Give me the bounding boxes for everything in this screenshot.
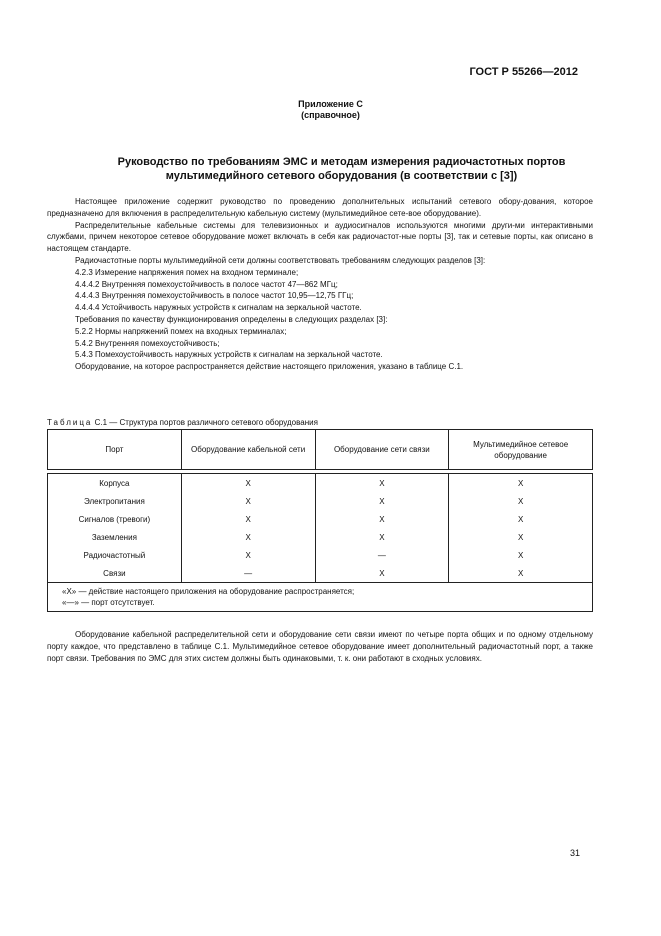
header-telecom-network: Оборудование сети связи [315, 430, 449, 470]
table-cell: Связи [48, 564, 182, 583]
table-cell: X [181, 528, 315, 546]
document-code: ГОСТ Р 55266—2012 [469, 66, 578, 78]
table-cell: X [449, 546, 593, 564]
appendix-label: Приложение С [298, 99, 363, 109]
table-notes-row [48, 583, 593, 612]
ports-table [47, 429, 593, 612]
body-text [47, 196, 593, 373]
header-multimedia-network: Мультимедийное сетевое оборудование [449, 430, 593, 470]
table-cell: X [449, 492, 593, 510]
list-item: 4.2.3 Измерение напряжения помех на входном терминале; [75, 267, 299, 277]
paragraph: Радиочастотные порты мультимедийной сети должны соответствовать требованиям следующих разделов [3]: [75, 255, 486, 265]
header-port: Порт [48, 430, 182, 470]
list-item: 4.4.4.4 Устойчивость наружных устройств к сигналам на зеркальной частоте. [75, 303, 362, 313]
list-item: 5.4.2 Внутренняя помехоустойчивость; [75, 338, 220, 348]
table-row [48, 546, 593, 564]
table-caption-label: Таблица [47, 418, 93, 427]
table-cell: X [315, 564, 449, 583]
list-item: 5.4.3 Помехоустойчивость наружных устройств к сигналам на зеркальной частоте. [75, 350, 383, 360]
paragraph: Оборудование, на которое распространяется действие настоящего приложения, указано в таблице С.1. [75, 362, 464, 372]
table-cell: X [181, 546, 315, 564]
table-cell: X [315, 474, 449, 493]
section-title [60, 155, 623, 183]
paragraph: Настоящее приложение содержит руководство по проведению дополнительных испытаний сетевого обору-дования, которое предназначено для включения в распределительную кабельную систему (мультимедийное сете-вое оборудование). [47, 197, 593, 218]
table-cell: — [181, 564, 315, 583]
paragraph: Распределительные кабельные системы для телевизионных и аудиосигналов используются многими други-ми интерактивными службами, причем некоторое сетевое оборудование может включать в себя как радиочастот-ные порты [3], так и сетевые порты, как описано в настоящем стандарте. [47, 220, 593, 254]
table-cell: Электропитания [48, 492, 182, 510]
title-line-1: Руководство по требованиям ЭМС и методам измерения радиочастотных портов [117, 156, 566, 168]
table-note: «—» — порт отсутствует. [62, 598, 155, 607]
list-item: 5.2.2 Нормы напряжений помех на входных терминалах; [75, 326, 287, 336]
table-cell: X [315, 510, 449, 528]
table-cell: Корпуса [48, 474, 182, 493]
table-caption [47, 418, 318, 427]
table-cell: X [181, 510, 315, 528]
table-row [48, 510, 593, 528]
table-cell: X [449, 564, 593, 583]
appendix-kind: (справочное) [301, 110, 360, 120]
table-cell: Радиочастотный [48, 546, 182, 564]
table-cell: Сигналов (тревоги) [48, 510, 182, 528]
paragraph: Требования по качеству функционирования определены в следующих разделах [3]: [75, 314, 388, 324]
table-header-row [48, 430, 593, 470]
table-cell: X [181, 474, 315, 493]
list-item: 4.4.4.2 Внутренняя помехоустойчивость в полосе частот 47—862 МГц; [75, 279, 338, 289]
title-line-2: мультимедийного сетевого оборудования (в соответствии с [3]) [165, 170, 518, 182]
paragraph: Оборудование кабельной распределительной сети и оборудование сети связи имеют по четыре порта общих и по одному отдельному порту каждое, что представлено в таблице С.1. Мультимедийное сетевое оборудование имеет дополнительный радиочастотный порт, а также порт связи. Требования по ЭМС для этих систем должны быть одинаковыми, т. к. они работают в сходных условиях. [47, 630, 593, 663]
table-row [48, 492, 593, 510]
table-cell: Заземления [48, 528, 182, 546]
table-cell: X [449, 528, 593, 546]
table-caption-text: С.1 — Структура портов различного сетевого оборудования [94, 418, 318, 427]
table-row [48, 474, 593, 493]
table-row [48, 528, 593, 546]
table-cell: — [315, 546, 449, 564]
page-number: 31 [569, 848, 580, 858]
header-cable-network: Оборудование кабельной сети [181, 430, 315, 470]
list-item: 4.4.4.3 Внутренняя помехоустойчивость в полосе частот 10,95—12,75 ГГц; [75, 291, 354, 301]
table-cell: X [315, 528, 449, 546]
table-cell: X [181, 492, 315, 510]
table-row [48, 564, 593, 583]
table-cell: X [449, 474, 593, 493]
after-table-text [47, 629, 593, 665]
appendix-heading [0, 99, 661, 121]
table-notes [48, 583, 593, 612]
table-cell: X [449, 510, 593, 528]
table-note: «X» — действие настоящего приложения на оборудование распространяется; [62, 587, 355, 596]
table-cell: X [315, 492, 449, 510]
